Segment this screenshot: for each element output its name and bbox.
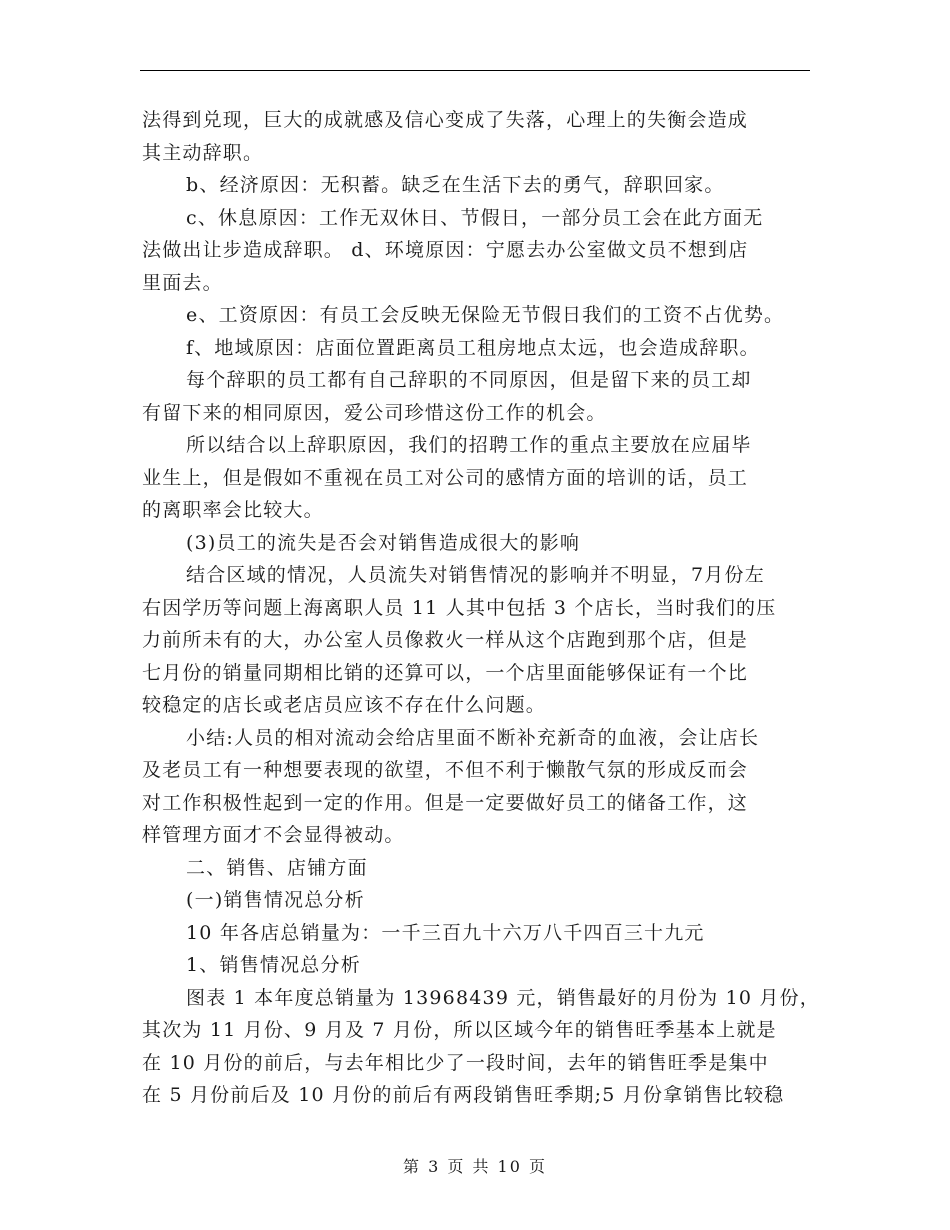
text-line: 其次为 11 月份、9 月及 7 月份，所以区域今年的销售旺季基本上就是: [142, 1019, 777, 1041]
text-line: 对工作积极性起到一定的作用。但是一定要做好员工的储备工作，这: [142, 791, 749, 814]
text-line: 样管理方面才不会显得被动。: [142, 824, 405, 846]
text-line: 图表 1 本年度总销量为 13968439 元，销售最好的月份为 10 月份，: [186, 986, 821, 1009]
text-line: (一)销售情况总分析: [186, 889, 365, 911]
text-line: 及老员工有一种想要表现的欲望，不但不利于懒散气氛的形成反而会: [142, 759, 749, 781]
text-line: b、经济原因：无积蓄。缺乏在生活下去的勇气，辞职回家。: [186, 174, 725, 196]
document-body: [142, 104, 821, 1112]
text-line: 在 5 月份前后及 10 月份的前后有两段销售旺季期;5 月份拿销售比较稳: [142, 1084, 785, 1106]
text-line: 右因学历等问题上海离职人员 11 人其中包括 3 个店长，当时我们的压: [142, 596, 777, 619]
text-line: 业生上，但是假如不重视在员工对公司的感情方面的培训的话，员工: [142, 466, 749, 489]
text-line: 有留下来的相同原因，爱公司珍惜这份工作的机会。: [142, 401, 607, 424]
text-line: 二、销售、店铺方面: [186, 856, 368, 879]
text-line: 10 年各店总销量为：一千三百九十六万八千四百三十九元: [186, 921, 705, 944]
text-line: 法得到兑现，巨大的成就感及信心变成了失落，心理上的失衡会造成: [142, 109, 749, 131]
text-line: 小结:人员的相对流动会给店里面不断补充新奇的血液，会让店长: [186, 726, 760, 749]
text-line: 里面去。: [142, 271, 223, 294]
text-line: f、地域原因：店面位置距离员工租房地点太远，也会造成辞职。: [186, 336, 760, 359]
text-line: e、工资原因：有员工会反映无保险无节假日我们的工资不占优势。: [186, 304, 785, 326]
text-line: 结合区域的情况，人员流失对销售情况的影响并不明显，7月份左: [186, 564, 765, 586]
text-line: 1、销售情况总分析: [186, 954, 361, 976]
text-line: 七月份的销量同期相比销的还算可以，一个店里面能够保证有一个比: [142, 661, 749, 684]
text-line: 力前所未有的大，办公室人员像救火一样从这个店跑到那个店，但是: [142, 629, 749, 651]
text-line: 在 10 月份的前后，与去年相比少了一段时间，去年的销售旺季是集中: [142, 1051, 769, 1074]
page-footer: 第 3 页 共 10 页: [403, 1157, 547, 1176]
text-line: 其主动辞职。: [142, 141, 264, 164]
text-line: 较稳定的店长或老店员应该不存在什么问题。: [142, 694, 547, 716]
header-rule: [140, 70, 810, 71]
text-line: 的离职率会比较大。: [142, 499, 324, 521]
text-line: 法做出让步造成辞职。 d、环境原因：宁愿去办公室做文员不想到店: [142, 239, 749, 261]
text-line: c、休息原因：工作无双休日、节假日，一部分员工会在此方面无: [186, 206, 764, 229]
text-line: 所以结合以上辞职原因，我们的招聘工作的重点主要放在应届毕: [186, 434, 752, 456]
text-line: 每个辞职的员工都有自己辞职的不同原因，但是留下来的员工却: [186, 369, 752, 391]
text-line: (3)员工的流失是否会对销售造成很大的影响: [186, 531, 581, 554]
